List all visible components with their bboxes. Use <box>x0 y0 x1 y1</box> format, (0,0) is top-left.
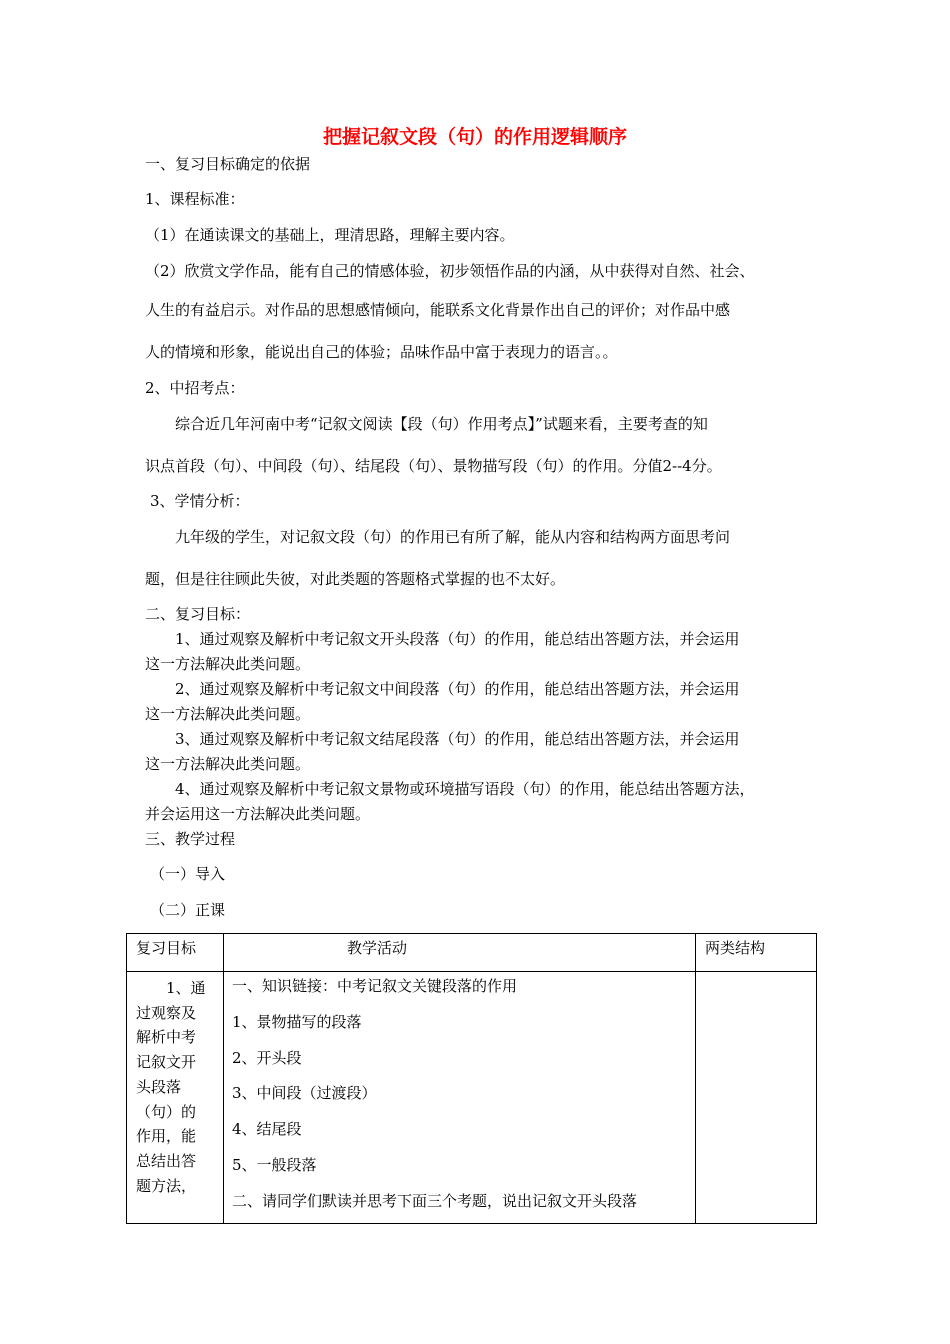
activity-line: 4、结尾段 <box>232 1120 302 1139</box>
section3-heading: 三、教学过程 <box>145 830 236 848</box>
goal-4-line-1: 4、通过观察及解析中考记叙文景物或环境描写语段（句）的作用，能总结出答题方法， <box>175 780 755 798</box>
teaching-table <box>126 933 817 1224</box>
curriculum-item-1: （1）在通读课文的基础上，理清思路，理解主要内容。 <box>145 226 515 244</box>
header-cell-goals: 复习目标 <box>127 934 224 972</box>
activity-line: 一、知识链接：中考记叙文关键段落的作用 <box>232 977 518 995</box>
goal-4-line-2: 并会运用这一方法解决此类问题。 <box>145 805 371 823</box>
exam-line-1: 综合近几年河南中考“记叙文阅读【段（句）作用考点】”试题来看，主要考查的知 <box>175 415 708 433</box>
activity-line: 1、景物描写的段落 <box>232 1012 362 1031</box>
document-title: 把握记叙文段（句）的作用逻辑顺序 <box>322 126 627 148</box>
activity-cell <box>224 972 696 1224</box>
goal-3-line-1: 3、通过观察及解析中考记叙文结尾段落（句）的作用，能总结出答题方法，并会运用 <box>175 730 740 748</box>
table-header-row <box>127 934 817 972</box>
section1-heading: 一、复习目标确定的依据 <box>145 155 311 173</box>
main-lesson-heading: （二）正课 <box>150 901 226 919</box>
activity-line: 2、开头段 <box>232 1048 302 1067</box>
table-row <box>127 972 817 1224</box>
learner-line-2: 题，但是往往顾此失彼，对此类题的答题格式掌握的也不太好。 <box>145 570 566 588</box>
header-cell-structure: 两类结构 <box>696 934 817 972</box>
curriculum-item-2-line-3: 人的情境和形象，能说出自己的体验；品味作品中富于表现力的语言。。 <box>145 343 618 361</box>
exam-heading: 2、中招考点： <box>145 379 245 397</box>
intro-heading: （一）导入 <box>150 865 226 883</box>
goal-2-line-2: 这一方法解决此类问题。 <box>145 705 311 723</box>
goal-1-line-2: 这一方法解决此类问题。 <box>145 655 311 673</box>
activity-line: 二、请同学们默读并思考下面三个考题，说出记叙文开头段落 <box>232 1191 638 1210</box>
learner-line-1: 九年级的学生，对记叙文段（句）的作用已有所了解，能从内容和结构两方面思考问 <box>175 528 731 546</box>
curriculum-item-2-line-1: （2）欣赏文学作品，能有自己的情感体验，初步领悟作品的内涵，从中获得对自然、社会、 <box>145 262 755 280</box>
activity-line: 3、中间段（过渡段） <box>232 1084 377 1103</box>
exam-line-2: 识点首段（句）、中间段（句）、结尾段（句）、景物描写段（句）的作用。分值2--4分。 <box>145 457 722 475</box>
goal-cell <box>127 972 224 1224</box>
section2-heading: 二、复习目标： <box>145 605 251 623</box>
goal-cell-text: 1、通过观察及解析中考记叙文开头段落（句）的作用，能总结出答题方法， <box>136 979 206 1195</box>
activity-line: 5、一般段落 <box>232 1155 317 1174</box>
header-cell-activities: 教学活动 <box>224 934 696 972</box>
structure-cell <box>696 972 817 1224</box>
goal-3-line-2: 这一方法解决此类问题。 <box>145 755 311 773</box>
curriculum-item-2-line-2: 人生的有益启示。对作品的思想感情倾向，能联系文化背景作出自己的评价；对作品中感 <box>145 301 731 319</box>
goal-1-line-1: 1、通过观察及解析中考记叙文开头段落（句）的作用，能总结出答题方法，并会运用 <box>175 630 740 648</box>
goal-2-line-1: 2、通过观察及解析中考记叙文中间段落（句）的作用，能总结出答题方法，并会运用 <box>175 680 740 698</box>
curriculum-heading: 1、课程标准： <box>145 190 245 208</box>
learner-heading: 3、学情分析： <box>150 492 250 510</box>
